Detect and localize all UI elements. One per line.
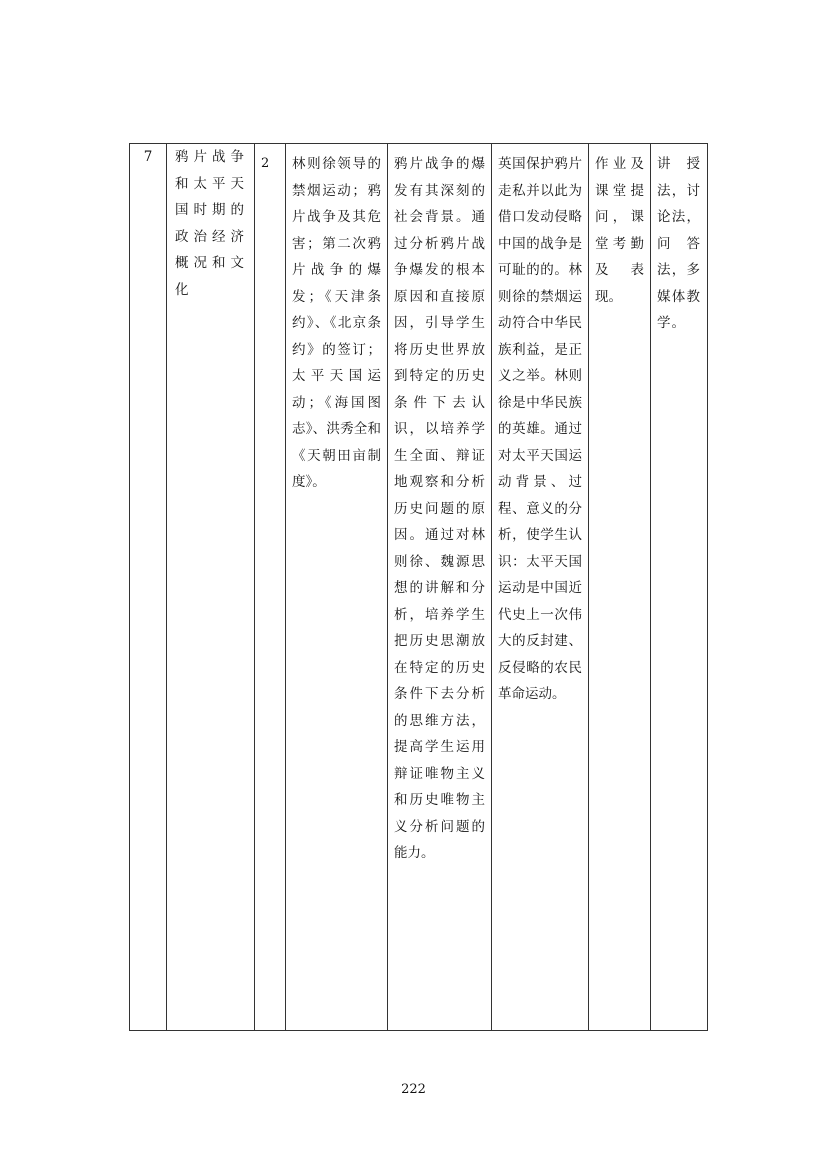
chapter-topic-cell	[167, 144, 255, 1031]
assessment-method: 作业及课堂提问，课堂考勤及表现。	[595, 156, 644, 305]
content-cell	[286, 144, 388, 1031]
ideological-elements: 英国保护鸦片走私并以此为借口发动侵略中国的战争是可耻的的。林则徐的禁烟运动符合中华民族利益，是正义之举。林则徐是中华民族的英雄。通过对太平天国运动背景、过程、意义的分析，使学生认识：太平天国运动是中国近代史上一次伟大的反封建、反侵略的农民革命运动。	[498, 156, 582, 702]
teaching-content: 林则徐领导的禁烟运动；鸦片战争及其危害；第二次鸦片战争的爆发；《天津条约》、《北京条约》的签订；太平天国运动；《海国图志》、洪秀全和《天朝田亩制度》。	[292, 156, 381, 490]
chapter-number: 7	[143, 149, 153, 165]
methods-cell	[651, 144, 708, 1031]
teaching-methods: 讲授法，讨论法，问答法，多媒体教学。	[657, 156, 701, 331]
assessment-cell	[589, 144, 651, 1031]
class-hours: 2	[261, 156, 270, 171]
teaching-goals: 鸦片战争的爆发有其深刻的社会背景。通过分析鸦片战争爆发的根本原因和直接原因，引导学生将历史世界放到特定的历史条件下去认识，以培养学生全面、辩证地观察和分析历史问题的原因。通过对林则徐、魏源思想的讲解和分析，培养学生把历史思潮放在特定的历史条件下去分析的思维方法，提高学生运用辩证唯物主义和历史唯物主义分析问题的能力。	[394, 156, 485, 861]
goals-cell	[388, 144, 492, 1031]
hours-cell	[255, 144, 286, 1031]
page-number: 222	[401, 1082, 426, 1097]
chapter-topic: 鸦片战争和太平天国时期的政治经济概况和文化	[175, 149, 248, 298]
table-row	[130, 144, 708, 1031]
chapter-number-cell	[130, 144, 167, 1031]
syllabus-table	[129, 143, 708, 1031]
ideology-cell	[492, 144, 589, 1031]
